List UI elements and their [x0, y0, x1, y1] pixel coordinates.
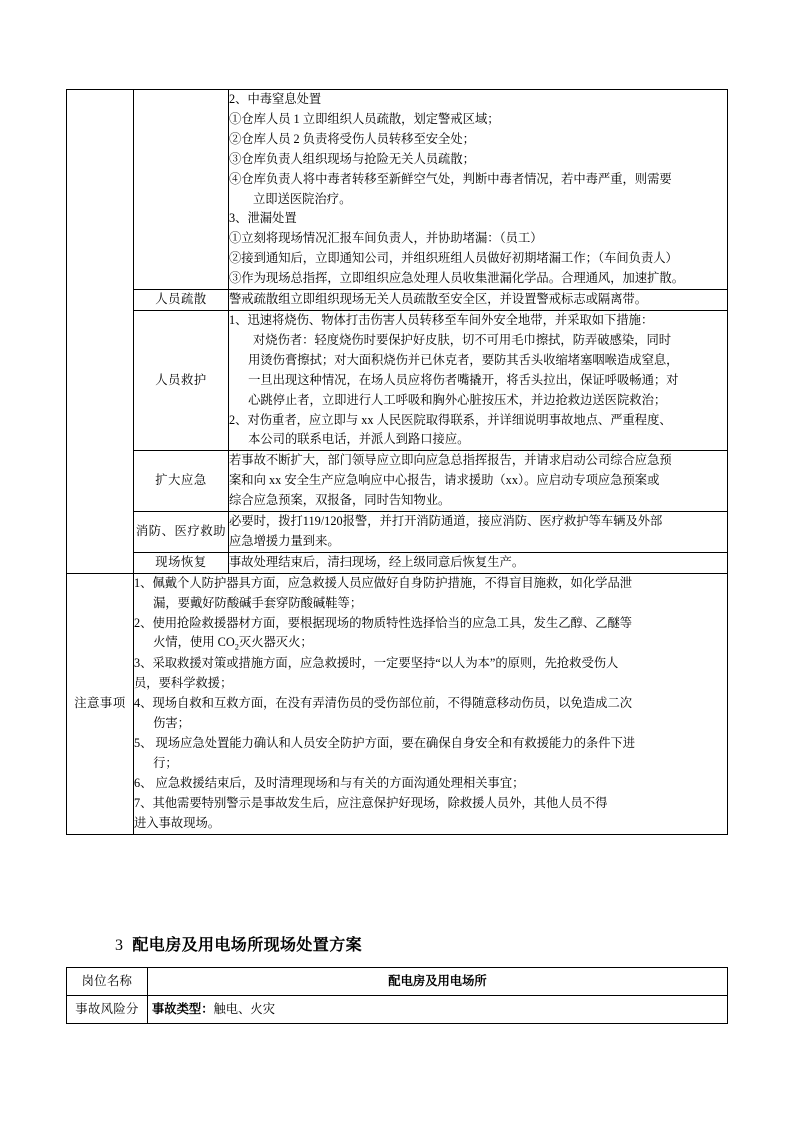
table-row	[67, 552, 728, 573]
position-info-table	[66, 967, 728, 1024]
row-body-evacuation	[229, 290, 728, 311]
table-row	[67, 310, 728, 450]
body-line: 2、对伤重者，应立即与 xx 人民医院取得联系，并详细说明事故地点、严重程度、	[229, 412, 672, 427]
body-line: 对烧伤者：轻度烧伤时要保护好皮肤，切不可用毛巾擦拭，防弄破感染，同时	[252, 332, 672, 347]
co2-subscript: 2	[234, 642, 239, 652]
table-row	[67, 996, 728, 1024]
body-line: 用烫伤膏擦拭；对大面积烧伤并已休克者，要防其舌头收缩堵塞咽喉造成窒息，	[248, 352, 679, 367]
body-line: 2、中毒窒息处置	[229, 92, 322, 106]
body-line: ③作为现场总指挥，立即组织应急处理人员收集泄漏化学品。合理通风，加速扩散。	[229, 271, 684, 286]
note-item-cont: 行；	[153, 755, 178, 770]
table-row	[67, 512, 728, 553]
note-item: 1、佩戴个人防护器具方面，应急救援人员应做好自身防护措施，不得盲目施救，如化学品泄	[134, 575, 633, 590]
table-row	[67, 90, 728, 290]
row-body-escalate	[229, 451, 728, 512]
body-line: 若事故不断扩大，部门领导应立即向应急总指挥报告，并请求启动公司综合应急预	[229, 453, 672, 468]
row-label-rescue: 人员救护	[134, 310, 229, 450]
row-body-fire-medical	[229, 512, 728, 553]
row-body-poisoning	[229, 90, 728, 290]
body-line: ②接到通知后，立即通知公司，并组织班组人员做好初期堵漏工作；（车间负责人）	[229, 251, 678, 266]
row-label-poisoning	[134, 90, 229, 290]
body-line: 3、泄漏处置	[229, 211, 297, 226]
table-row	[67, 968, 728, 996]
body-line: 案和向 xx 安全生产应急响应中心报告，请求援助（xx）。应启动专项应急预案或	[229, 473, 660, 488]
table-row-notes	[67, 573, 728, 834]
notes-body	[134, 573, 728, 834]
accident-type-value: 触电、火灾	[213, 1001, 275, 1016]
row-label-fire-medical: 消防、医疗救助	[134, 512, 229, 553]
note-item-cont: 伤害；	[153, 716, 190, 731]
row-label-evacuation: 人员疏散	[134, 290, 229, 311]
outer-category-cell-blank	[67, 90, 134, 574]
note-item: 2、使用抢险救援器材方面，要根据现场的物质特性选择恰当的应急工具，发生乙醇、乙醚等	[134, 615, 633, 630]
emergency-response-table	[66, 89, 728, 835]
note-item: 7、其他需要特别警示是事故发生后，应注意保护好现场，除救援人员外，其他人员不得	[134, 795, 608, 810]
body-line: ③仓库负责人组织现场与抢险无关人员疏散；	[229, 151, 475, 166]
section-title-text: 配电房及用电场所现场处置方案	[132, 937, 363, 954]
body-line: 必要时，拨打119/120报警，并打开消防通道，接应消防、医疗救护等车辆及外部	[229, 514, 663, 529]
body-line: 综合应急预案，双报备，同时告知物业。	[229, 493, 451, 508]
accident-type-label: 事故类型：	[152, 1001, 214, 1016]
risk-analysis-label: 事故风险分	[67, 996, 148, 1024]
body-line: ①仓库人员 1 立即组织人员疏散，划定警戒区域；	[229, 111, 500, 126]
body-line: ②仓库人员 2 负责将受伤人员转移至安全处；	[229, 131, 475, 146]
note-item: 4、现场自救和互救方面，在没有弄清伤员的受伤部位前，不得随意移动伤员，以免造成二次	[134, 696, 633, 711]
row-label-site-recovery: 现场恢复	[134, 552, 229, 573]
page-title	[115, 932, 362, 955]
body-line: ①立刻将现场情况汇报车间负责人，并协助堵漏：（员工）	[229, 231, 543, 246]
note-item-cont: 漏，要戴好防酸碱手套穿防酸碱鞋等；	[153, 595, 363, 610]
row-body-site-recovery	[229, 552, 728, 573]
position-name-label: 岗位名称	[67, 968, 148, 996]
table-row	[67, 290, 728, 311]
position-name-value: 配电房及用电场所	[148, 968, 728, 996]
body-line: 应急增援力量到来。	[229, 533, 340, 548]
body-line: ④仓库负责人将中毒者转移至新鲜空气处，判断中毒者情况，若中毒严重，则需要	[229, 171, 672, 186]
risk-analysis-value	[148, 996, 728, 1024]
note-item: 6、 应急救援结束后，及时清理现场和与有关的方面沟通处理相关事宜；	[134, 775, 525, 790]
body-line: 警戒疏散组立即组织现场无关人员疏散至安全区，并设置警戒标志或隔离带。	[229, 292, 648, 307]
note-item-cont: 员，要科学救援；	[134, 676, 233, 691]
table-row	[67, 451, 728, 512]
notes-label: 注意事项	[67, 573, 134, 834]
note-item: 3、采取救援对策或措施方面，应急救援时，一定要坚持“以人为本”的原则，先抢救受伤人	[134, 656, 619, 671]
body-line: 一旦出现这种情况，在场人员应将伤者嘴撬开，将舌头拉出，保证呼吸畅通；对	[248, 372, 679, 387]
note-item: 5、 现场应急处置能力确认和人员安全防护方面，要在确保自身安全和有救援能力的条件下进	[134, 736, 636, 751]
body-line: 本公司的联系电话，并派人到路口接应。	[248, 432, 470, 447]
note-item-cont: 进入事故现场。	[134, 815, 221, 830]
row-label-escalate: 扩大应急	[134, 451, 229, 512]
section-number: 3	[115, 937, 124, 954]
note-item-cont: 火情，使用 $CO_2$灭火器灭火；	[153, 635, 313, 652]
row-body-rescue	[229, 310, 728, 450]
body-line: 立即送医院治疗。	[252, 191, 352, 206]
body-line: 心跳停止者，立即进行人工呼吸和胸外心脏按压术，并边抢救边送医院救治；	[248, 392, 667, 407]
body-line: 1、迅速将烧伤、物体打击伤害人员转移至车间外安全地带，并采取如下措施：	[229, 312, 654, 327]
body-line: 事故处理结束后，清扫现场，经上级同意后恢复生产。	[229, 554, 525, 569]
